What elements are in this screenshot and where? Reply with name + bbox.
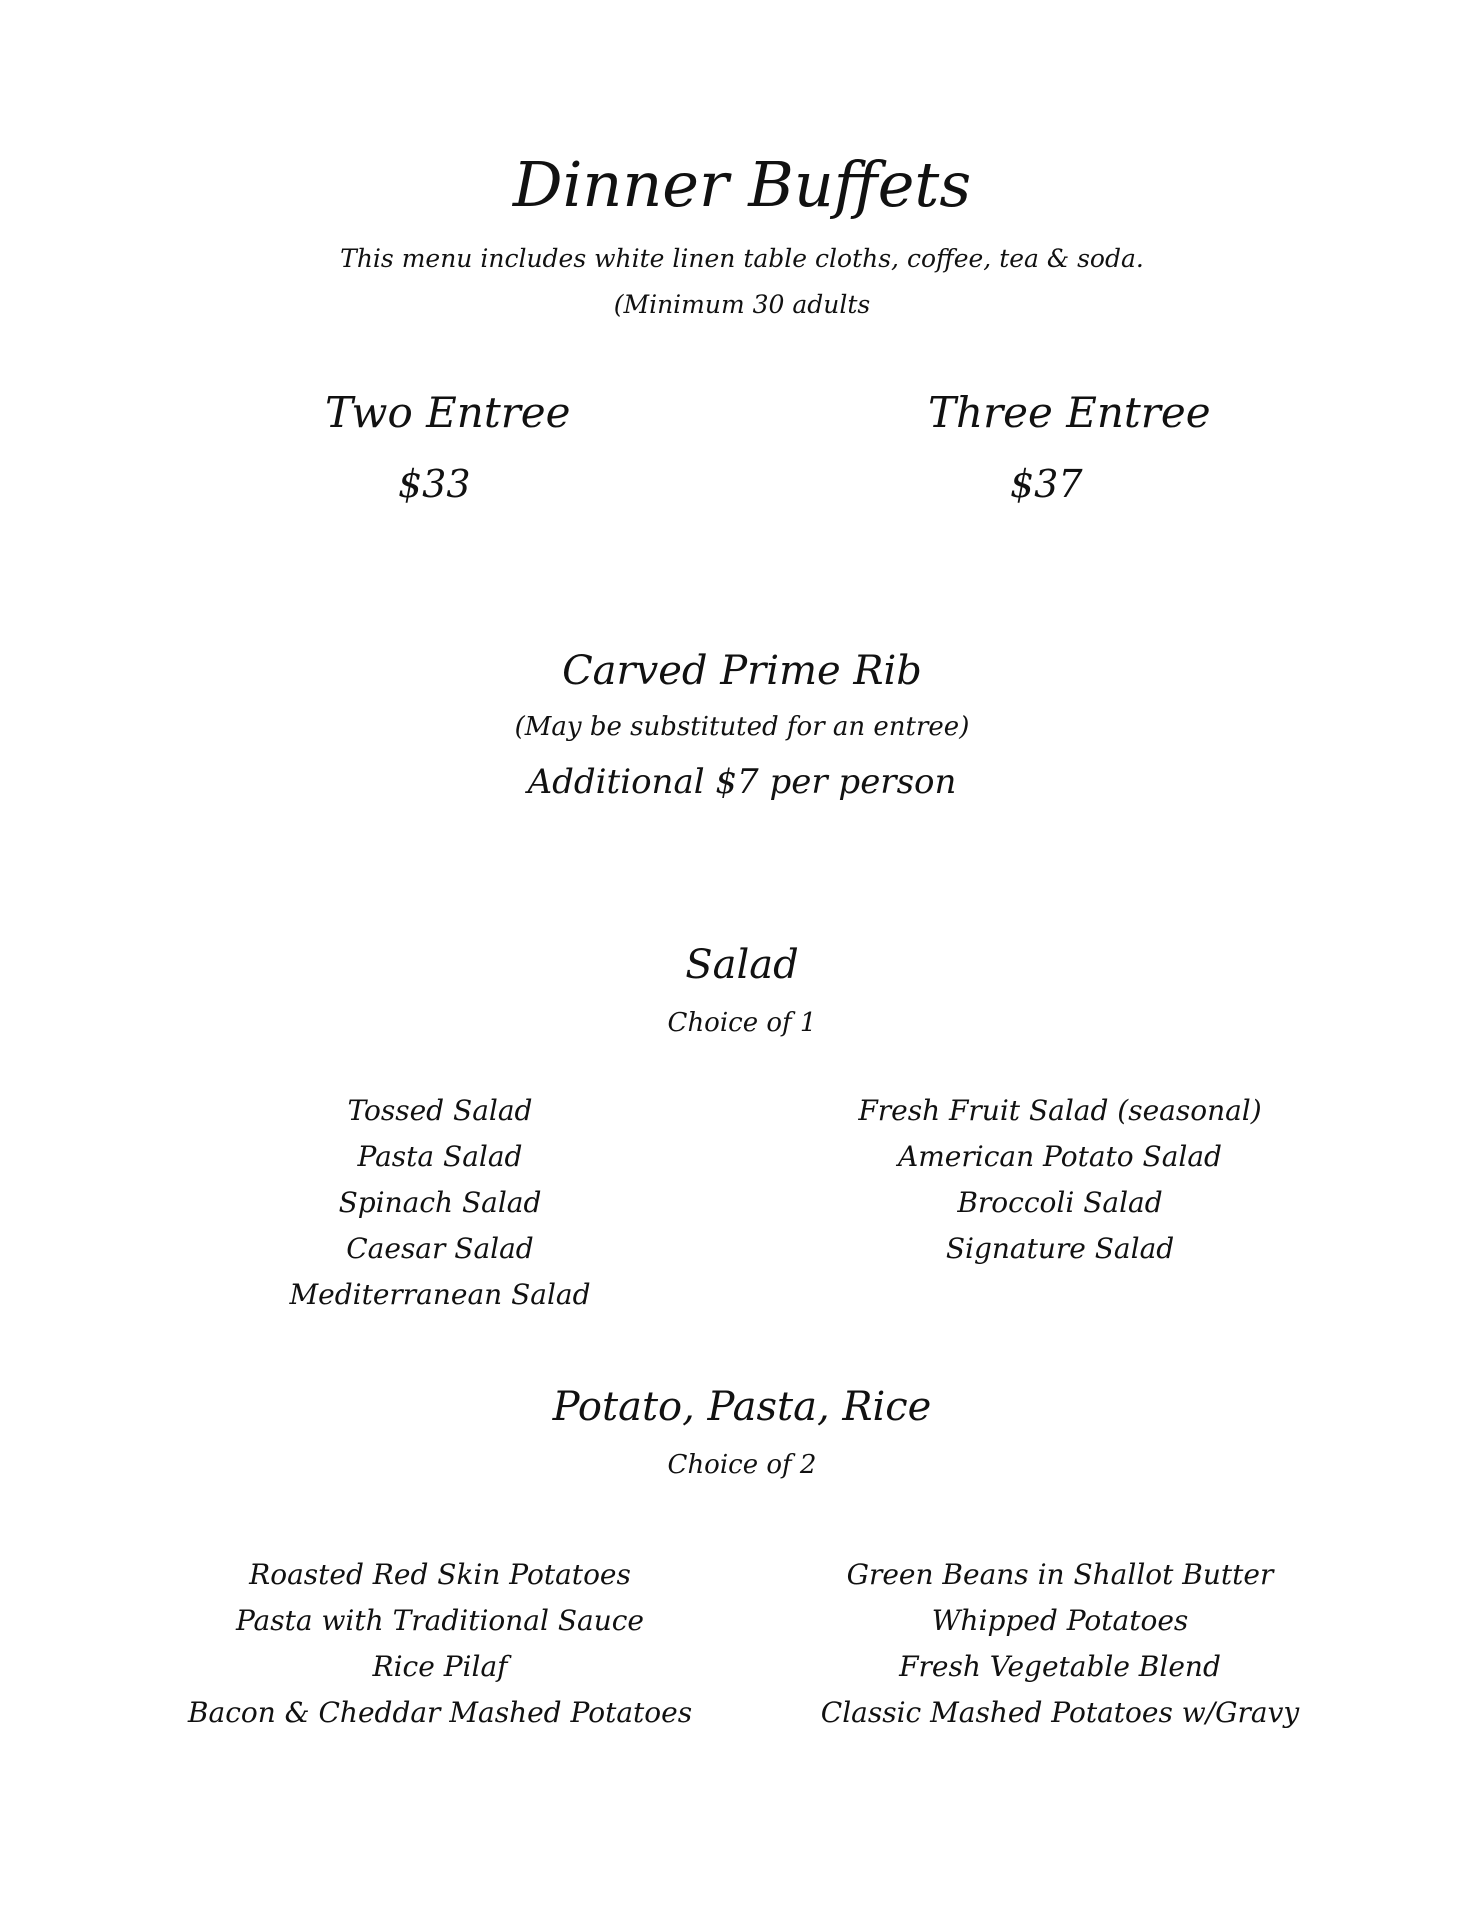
list-item: Caesar Salad (346, 1232, 534, 1265)
prime-rib-note: (May be substituted for an entree) (514, 712, 970, 742)
salad-section-title: Salad (685, 942, 799, 988)
tier-two-entree-price: $33 (398, 462, 471, 506)
list-item: Broccoli Salad (957, 1186, 1163, 1219)
prime-rib-title: Carved Prime Rib (562, 648, 922, 694)
page-title: Dinner Buffets (512, 148, 972, 221)
list-item: Pasta with Traditional Sauce (235, 1604, 645, 1637)
list-item: Classic Mashed Potatoes w/Gravy (820, 1696, 1300, 1729)
salad-options-left (240, 1088, 640, 1318)
prime-rib-price: Additional $7 per person (527, 762, 957, 802)
tier-two-entree-label: Two Entree (325, 388, 571, 437)
tier-three-entree-label: Three Entree (928, 388, 1211, 437)
list-item: Spinach Salad (338, 1186, 542, 1219)
list-item: Whipped Potatoes (931, 1604, 1189, 1637)
salad-options-right (820, 1088, 1300, 1272)
sides-options-right (800, 1552, 1320, 1736)
list-item: Tossed Salad (347, 1094, 533, 1127)
tier-three-entree-price: $37 (1010, 462, 1083, 506)
list-item: Rice Pilaf (372, 1650, 508, 1683)
sides-section-title: Potato, Pasta, Rice (552, 1384, 932, 1430)
list-item: Roasted Red Skin Potatoes (249, 1558, 631, 1591)
list-item: Pasta Salad (357, 1140, 523, 1173)
list-item: American Potato Salad (898, 1140, 1222, 1173)
sides-options-left (185, 1552, 695, 1736)
salad-choice-note: Choice of 1 (667, 1008, 817, 1038)
sides-choice-note: Choice of 2 (667, 1450, 817, 1480)
list-item: Green Beans in Shallot Butter (846, 1558, 1274, 1591)
minimum-guests-note: (Minimum 30 adults (613, 290, 871, 319)
list-item: Signature Salad (945, 1232, 1175, 1265)
list-item: Mediterranean Salad (289, 1278, 591, 1311)
list-item: Fresh Vegetable Blend (899, 1650, 1221, 1683)
list-item: Fresh Fruit Salad (seasonal) (858, 1094, 1262, 1127)
menu-inclusions-note: This menu includes white linen table cloths, coffee, tea & soda. (340, 244, 1144, 273)
list-item: Bacon & Cheddar Mashed Potatoes (187, 1696, 693, 1729)
